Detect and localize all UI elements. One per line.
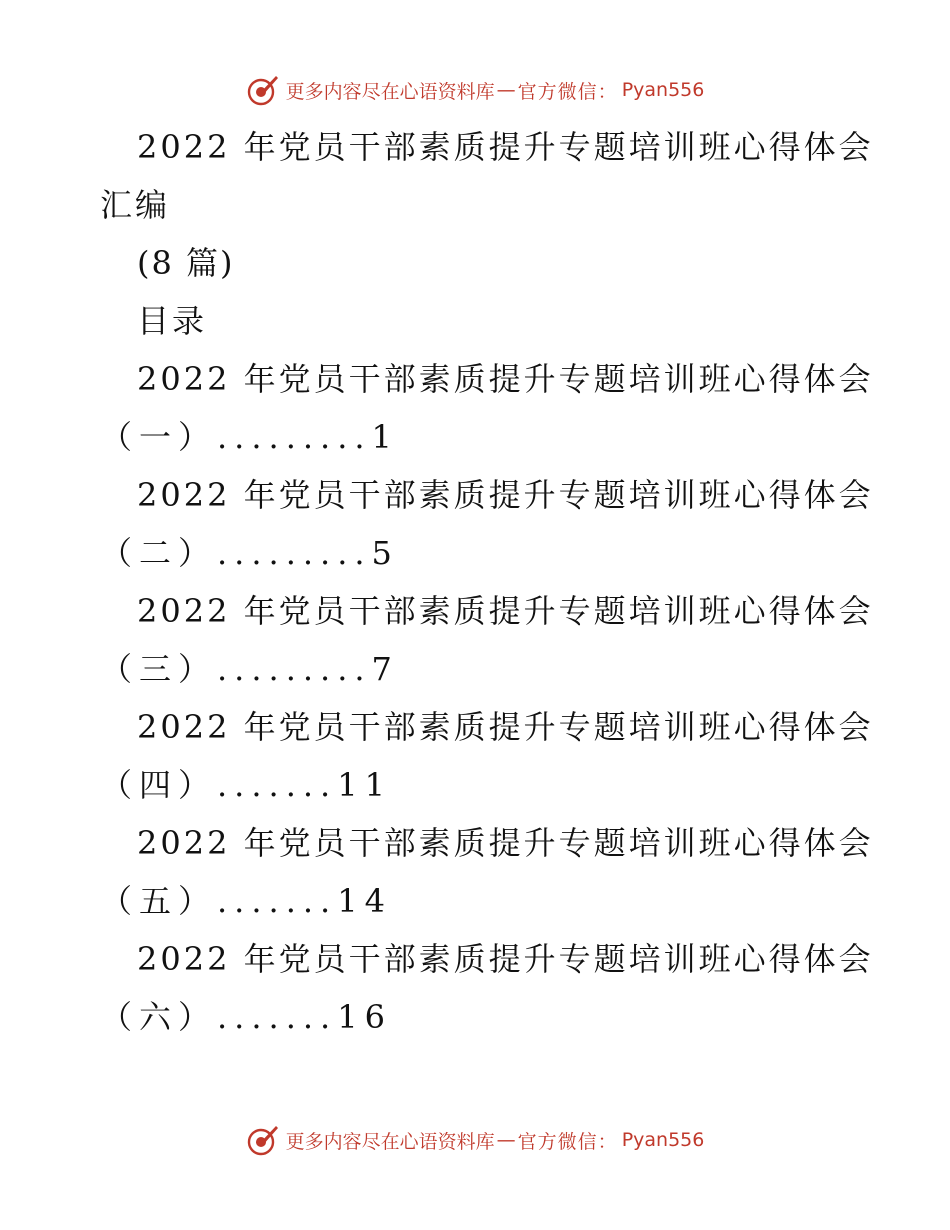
toc-item-entry: （四）.......11 [100,766,392,804]
toc-item-title: 2022 年党员干部素质提升专题培训班心得体会 [137,940,874,978]
toc-item-title: 2022 年党员干部素质提升专题培训班心得体会 [137,708,874,746]
banner-separator: — [496,1129,516,1151]
document-body [100,118,874,1046]
document-title: 2022 年党员干部素质提升专题培训班心得体会 [137,128,874,166]
banner-wechat-label: 官方微信： [517,1130,618,1153]
toc-heading: 目录 [137,302,208,340]
banner-wechat-id: Pyan556 [621,1129,705,1151]
banner-separator: — [496,79,516,101]
banner-wechat-id: Pyan556 [621,79,705,101]
banner-wechat-label: 官方微信： [517,80,618,103]
quill-logo-icon [246,73,280,107]
toc-item-title: 2022 年党员干部素质提升专题培训班心得体会 [137,592,874,630]
toc-item-entry: （五）.......14 [100,882,392,920]
toc-item-entry: （二）.........5 [100,534,399,572]
footer-banner [0,1120,950,1160]
document-count: (8 篇) [137,244,235,282]
document-title-continued: 汇编 [100,186,171,224]
toc-item-entry: （一）.........1 [100,418,399,456]
toc-item-entry: （六）.......16 [100,998,392,1036]
toc-item-entry: （三）.........7 [100,650,399,688]
toc-item-title: 2022 年党员干部素质提升专题培训班心得体会 [137,824,874,862]
toc-item-title: 2022 年党员干部素质提升专题培训班心得体会 [137,360,874,398]
header-banner [0,70,950,110]
banner-main-text: 更多内容尽在心语资料库 [285,1130,495,1153]
banner-main-text: 更多内容尽在心语资料库 [285,80,495,103]
toc-item-title: 2022 年党员干部素质提升专题培训班心得体会 [137,476,874,514]
quill-logo-icon [246,1123,280,1157]
